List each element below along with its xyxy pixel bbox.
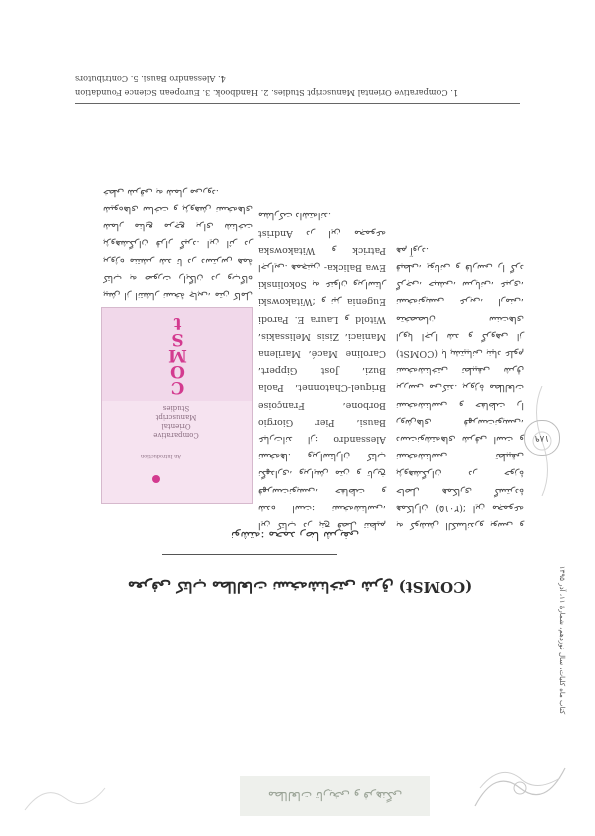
cover-dot xyxy=(152,475,160,483)
cover-title-line: Comparative xyxy=(153,431,199,439)
article-title: معرفی کتاب مطالعات نسخه‌شناختی شرق (COMSt) xyxy=(127,578,473,596)
cover-title-line: Manuscript xyxy=(155,413,197,421)
cover-logo-letter: C xyxy=(169,377,185,397)
body-paragraph-1: به کوشش الکساندرو بوسی و همکاران (۲۰۱۵)؛ این مجموعه حاصل همکاری گستردهٔ پژوهشگران در حوزهٔ نسخه‌شناسی تطبیقی دست‌نوشته‌های شرقی است و روش‌های فهرست‌نویسی، نسخه‌شناسی و حفاظت را بررسی می‌کند. پروژهٔ مطالعات نسخه‌شناختی تطبیقی شرق (COMSt) با پشتیبانی بنیاد علوم اروپا اجرا شد و گروهی از متخصصان سنت‌های نسخه‌نویسی عربی، ارمنی، گرجی، حبشی، سریانی، عبری، قبطی، یونانی و فارسی را گرد هم آورد. xyxy=(396,244,524,531)
footnote-line-2: 4. Alessandro Bausi. 5. Contributors xyxy=(75,74,226,84)
body-paragraph-2: این کتاب در پنج فصل تنظیم شده است: نسخه‌شناسی، فهرست‌نویسی، حفاظت و نگهداری، ویرایش متن و تاریخ نسخه‌ها. ویراستاران کتاب عبارت‌اند از: Alessandro Bausi، Pier Giorgio Borbone، Françoise Briquel-Chatonnet، Paola Buzi، Jost Gippert، Caroline Macé، Marilena Maniaci، Zisis Melissakis، Laura E. Parodi و Witold Witakowski؛ و نیز Eugenia Sokolinski به عنوان ویراستار اجرایی. همچنین Ewa Balicka-Witakowska و Patrick Andrist در این مجموعه مشارکت داشته‌اند. xyxy=(258,210,386,531)
body-paragraph-3: پیش از انتشار نسخهٔ چاپی، متن کامل کتاب به صورت رایگان در وب‌گاه پروژه منتشر شد تا در دسترس همهٔ پژوهشگران قرار گیرد. این اثر در شمار منابع مرجع برای شناخت شیوه‌های ساخت و پژوهش نسخه‌های خطی شرقی به شمار می‌رود. xyxy=(103,186,253,301)
cover-title xyxy=(128,403,224,439)
cover-logo-letter: t xyxy=(172,313,182,333)
cover-logo-letter: M xyxy=(167,345,187,365)
cover-logo-letter: O xyxy=(169,361,185,381)
ornament-top-right xyxy=(20,778,110,818)
article-author: نوشته: محمد رضا شریفی xyxy=(230,529,360,543)
title-rule xyxy=(162,554,337,555)
footnote-line-1: 1. Comparative Oriental Manuscript Studies. 2. Handbook. 3. European Science Foundation xyxy=(75,88,459,98)
page-number: ۱۸۹ xyxy=(524,420,560,456)
cover-title-line: Studies xyxy=(162,404,190,412)
cover-logo-letter: S xyxy=(170,329,184,349)
book-cover-image xyxy=(101,307,253,504)
running-side-info: کتاب ماه کلیات، سال نوزدهم، شمارهٔ ۱۱، آذر ۱۳۹۵ xyxy=(558,565,566,715)
cover-logo xyxy=(152,313,202,397)
series-badge: مطالعات تاریخی و فرهنگی xyxy=(240,776,430,816)
body-column-1 xyxy=(396,242,524,534)
cover-series-label: An Introduction xyxy=(140,453,182,459)
body-column-2 xyxy=(258,207,386,534)
body-column-3 xyxy=(103,184,253,304)
cover-title-line: Oriental xyxy=(161,422,191,430)
footnote-rule xyxy=(75,103,520,104)
